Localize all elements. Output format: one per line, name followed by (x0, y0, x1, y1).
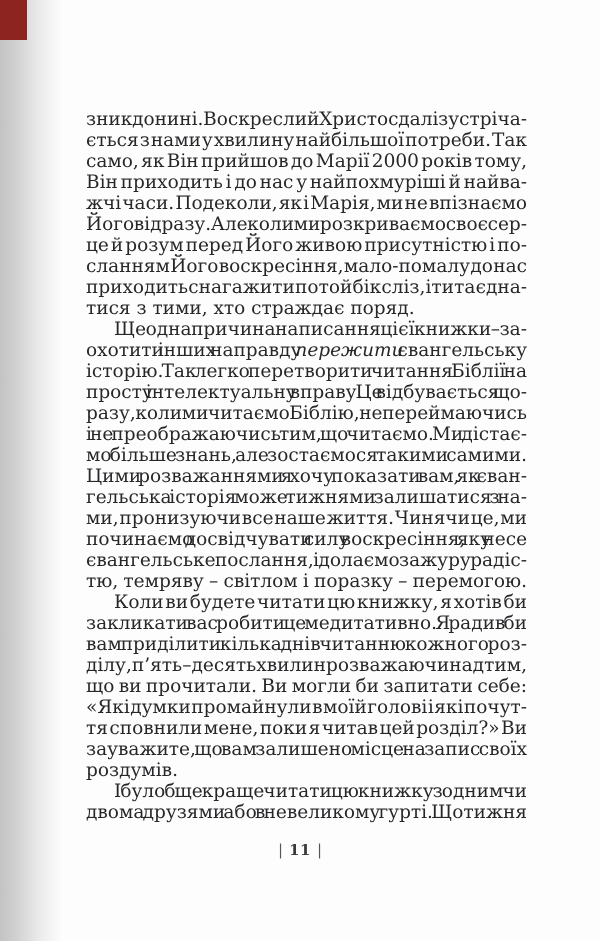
text-line: ділу, п’ять – десять хвилин розважаючи над тим, (86, 655, 527, 676)
text-line (86, 340, 527, 361)
text-line: Він приходить і до нас у найпохмуріші й найва- (86, 172, 528, 193)
text-line: зауважите, що вам залишено місце на запис своїх (86, 739, 528, 760)
text-line: вам приділити кілька днів читанню кожного роз- (86, 634, 527, 655)
text-line: це й розум перед Його живою присутністю і по- (86, 235, 527, 256)
text-line: тю, темряву – світлом і поразку – перемогою. (86, 571, 527, 592)
text-line: що ви прочитали. Ви могли би запитати себе: (86, 676, 527, 697)
text-line: починаємо досвідчувати силу воскресіння, яку несе (86, 529, 528, 550)
italic-text-segment: пережити (295, 340, 404, 361)
text-line: жчі часи. Подеколи, як і Марія, ми не впізнаємо (86, 193, 527, 214)
text-line: тя сповнили мене, поки я читав цей розділ?» Ви (86, 718, 527, 739)
text-line: Його відразу. Але коли ми розкриваємо своє сер- (86, 214, 527, 235)
text-line: євангельське послання, і долаємо зажуру радіс- (86, 550, 527, 571)
page-number: 11 (289, 841, 311, 859)
text-line: приходить снага жити по той бік сліз, іти та єдна- (86, 277, 527, 298)
text-line: мо більше знань, але зостаємося такими самими. (86, 445, 528, 466)
text-line: Ще одна причина написання цієї книжки – за- (114, 319, 527, 340)
text-line: історію. Так легко перетворити читання Біблії на (86, 361, 527, 382)
text-line: гельська історія може тижнями залишатися з на- (86, 487, 527, 508)
text-line: ми, пронизуючи все наше життя. Чинячи це, ми (86, 508, 527, 529)
text-line: Цими розважаннями я хочу показати вам, як єван- (86, 466, 527, 487)
text-line: разу, коли ми читаємо Біблію, не переймаючись (86, 403, 527, 424)
paragraph (86, 109, 527, 319)
page-footer (0, 841, 600, 859)
text-line: Коли ви будете читати цю книжку, я хотів би (114, 592, 527, 613)
bookmark-ribbon-icon[interactable] (0, 0, 27, 40)
text-block (86, 109, 527, 823)
text-line: І було б ще краще читати цю книжку з одним чи (114, 781, 528, 802)
text-line: і не преображаючись тим, що читаємо. Ми дістає- (86, 424, 527, 445)
footer-right-bar: | (316, 841, 322, 859)
text-line: тися з тими, хто страждає поряд. (86, 298, 415, 319)
text-line: закликати вас робити це медитативно. Я радив би (86, 613, 527, 634)
text-line: сланням Його воскресіння, мало-помалу до нас (86, 256, 528, 277)
text-line: «Які думки промайнули в моїй голові і які почут- (86, 697, 527, 718)
text-line: зник донині. Воскреслий Христос далі зустріча- (86, 109, 527, 130)
paragraph (86, 319, 527, 592)
text-line: ється з нами у хвилину найбільшої потреби. Так (86, 130, 527, 151)
page-gutter-shadow (0, 0, 62, 941)
paragraph (86, 592, 527, 781)
text-segment: євангельську (403, 340, 527, 361)
text-segment: охотити інших направду (86, 340, 296, 361)
text-line: просту інтелектуальну вправу. Це відбувається що- (86, 382, 527, 403)
paragraph (86, 781, 527, 823)
footer-left-bar: | (278, 841, 284, 859)
text-line: само, як Він прийшов до Марії 2000 років тому, (86, 151, 528, 172)
text-line: роздумів. (86, 760, 178, 781)
text-line: двома друзями або в невеликому гурті. Щотижня (86, 802, 527, 823)
